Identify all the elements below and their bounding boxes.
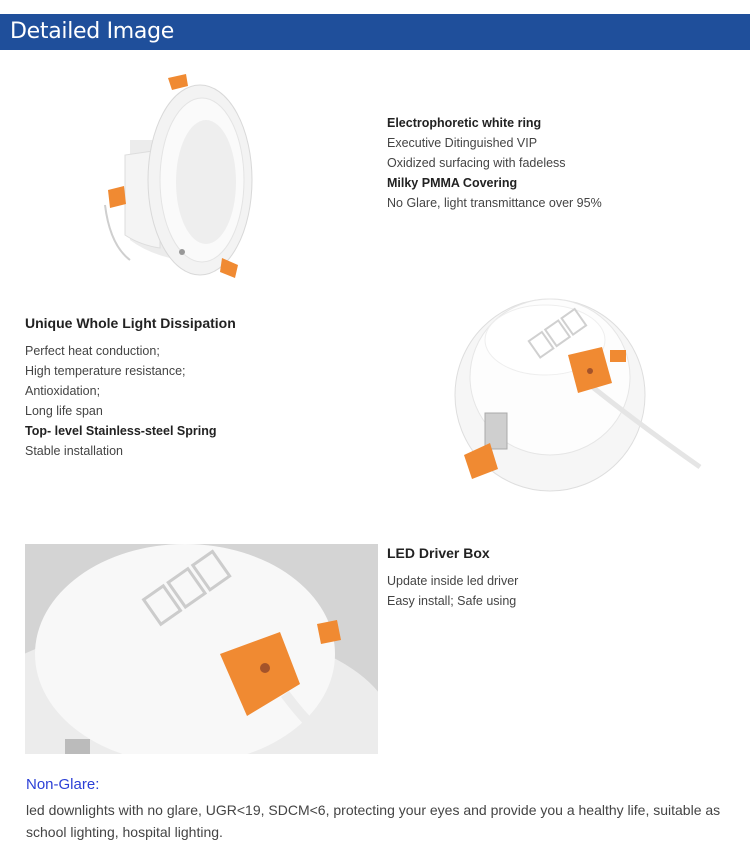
feature-line: High temperature resistance;: [25, 364, 186, 378]
feature-line: Perfect heat conduction;: [25, 344, 160, 358]
nonglare-title: Non-Glare:: [26, 776, 100, 793]
feature-line: Long life span: [25, 404, 103, 418]
driver-box-image: [25, 544, 378, 754]
feature-list-dissipation: [25, 313, 236, 461]
feature-line: Update inside led driver: [387, 574, 519, 588]
feature-line: Electrophoretic white ring: [387, 116, 542, 130]
downlight-back-image: [450, 295, 705, 495]
feature-list-driver: [387, 543, 518, 611]
feature-line: Top- level Stainless-steel Spring: [25, 424, 217, 438]
feature-line: Milky PMMA Covering: [387, 176, 518, 190]
feature-line: Easy install; Safe using: [387, 594, 517, 608]
feature-line: No Glare, light transmittance over 95%: [387, 196, 602, 210]
feature-line: Executive Ditinguished VIP: [387, 136, 538, 150]
feature-list-ring: [387, 113, 602, 213]
nonglare-text: led downlights with no glare, UGR<19, SDCM<6, protecting your eyes and provide you a healthy life, suitable as school lighting, hospital lighting.: [26, 802, 721, 840]
feature-heading: LED Driver Box: [387, 545, 490, 561]
feature-line: Antioxidation;: [25, 384, 101, 398]
feature-line: Oxidized surfacing with fadeless: [387, 156, 566, 170]
section-title: Detailed Image: [10, 19, 175, 44]
feature-heading: Unique Whole Light Dissipation: [25, 315, 236, 331]
section-header: [0, 14, 750, 50]
feature-line: Stable installation: [25, 444, 123, 458]
downlight-side-image: [90, 70, 260, 285]
